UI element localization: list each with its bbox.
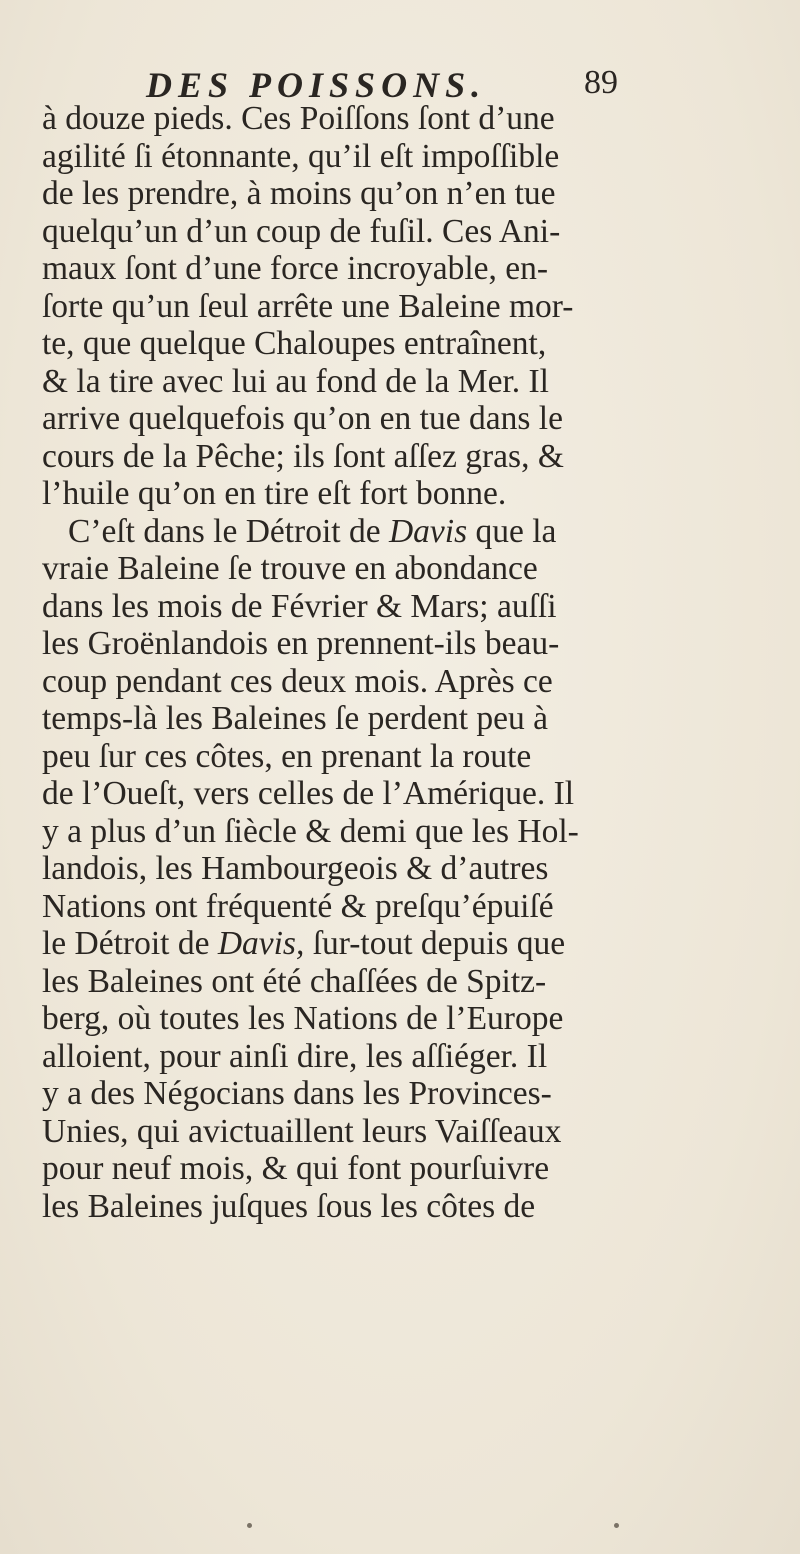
- text-run: & la tire avec lui au fond de la Mer. Il: [42, 362, 549, 400]
- text-run: les Baleines juſques ſous les côtes de: [42, 1187, 536, 1225]
- text-line: [42, 700, 548, 737]
- text-line: [42, 438, 564, 475]
- text-line: [42, 663, 553, 700]
- text-run: le Détroit de: [42, 925, 218, 962]
- text-run: les Baleines ont été chaſſées de Spitz-: [42, 962, 547, 1000]
- text-line: [42, 813, 579, 850]
- text-run: quelqu’un d’un coup de fuſil. Ces Ani-: [42, 212, 561, 250]
- text-run: y a des Négocians dans les Provinces-: [42, 1075, 552, 1112]
- text-line: [42, 775, 574, 812]
- text-line: [42, 175, 556, 212]
- text-line: [42, 475, 506, 512]
- text-run: agilité ſi étonnante, qu’il eſt impoſſible: [42, 137, 560, 175]
- text-line: [42, 738, 531, 775]
- text-run: coup pendant ces deux mois. Après ce: [42, 662, 553, 700]
- text-run: de l’Oueſt, vers celles de l’Amérique. Il: [42, 775, 575, 812]
- text-line: [42, 1038, 547, 1075]
- text-line: [42, 1150, 549, 1187]
- text-run: berg, où toutes les Nations de l’Europe: [42, 1000, 564, 1037]
- text-run: vraie Baleine ſe trouve en abondance: [42, 550, 538, 587]
- text-run: ſur-tout depuis que: [304, 925, 566, 962]
- text-line: [42, 1188, 535, 1225]
- text-run: Unies, qui avictuaillent leurs Vaiſſeaux: [42, 1112, 562, 1150]
- text-run: l’huile qu’on en tire eſt fort bonne.: [42, 475, 507, 512]
- running-head: DES POISSONS.: [146, 65, 487, 105]
- text-line: [68, 513, 556, 550]
- text-line: [42, 888, 554, 925]
- text-line: [42, 588, 557, 625]
- text-run: landois, les Hambourgeois & d’autres: [42, 850, 549, 887]
- text-line: [42, 250, 548, 287]
- text-run: C’eſt dans le Détroit de: [68, 512, 389, 550]
- text-line: [42, 625, 559, 662]
- text-run: cours de la Pêche; ils ſont aſſez gras, &: [42, 437, 564, 475]
- text-run: les Groënlandois en prennent-ils beau-: [42, 625, 560, 662]
- text-line: [42, 400, 563, 437]
- text-run: que la: [467, 512, 557, 550]
- text-run: de les prendre, à moins qu’on n’en tue: [42, 175, 556, 212]
- text-line: [42, 325, 546, 362]
- text-line: [42, 288, 573, 325]
- text-run: temps-là les Baleines ſe perdent peu à: [42, 700, 549, 737]
- text-line: [42, 550, 538, 587]
- text-run: Nations ont fréquenté & preſqu’épuiſé: [42, 887, 554, 925]
- text-line: [42, 1075, 552, 1112]
- page-number: 89: [584, 64, 618, 101]
- text-run: arrive quelquefois qu’on en tue dans le: [42, 400, 563, 437]
- text-line: [42, 963, 546, 1000]
- text-line: [42, 850, 548, 887]
- ink-speck: [614, 1523, 619, 1528]
- text-run: alloient, pour ainſi dire, les aſſiéger. Il: [42, 1037, 548, 1075]
- text-run: maux ſont d’une force incroyable, en-: [42, 250, 549, 287]
- text-run: peu ſur ces côtes, en prenant la route: [42, 737, 532, 775]
- text-run: te, que quelque Chaloupes entraînent,: [42, 325, 547, 362]
- text-line: [42, 1113, 561, 1150]
- italic-text: Davis,: [217, 925, 305, 962]
- text-line: [42, 138, 559, 175]
- text-run: pour neuf mois, & qui font pourſuivre: [42, 1150, 550, 1187]
- text-line: [42, 363, 549, 400]
- text-line: [42, 1000, 563, 1037]
- text-line: [42, 925, 565, 962]
- text-line: [42, 213, 560, 250]
- ink-speck: [247, 1523, 252, 1528]
- italic-text: Davis: [388, 512, 468, 550]
- text-line: [42, 100, 555, 137]
- text-run: y a plus d’un ſiècle & demi que les Hol-: [42, 812, 579, 850]
- text-run: à douze pieds. Ces Poiſſons ſont d’une: [42, 100, 555, 137]
- text-run: dans les mois de Février & Mars; auſſi: [42, 587, 557, 625]
- text-run: ſorte qu’un ſeul arrête une Baleine mor-: [42, 287, 574, 325]
